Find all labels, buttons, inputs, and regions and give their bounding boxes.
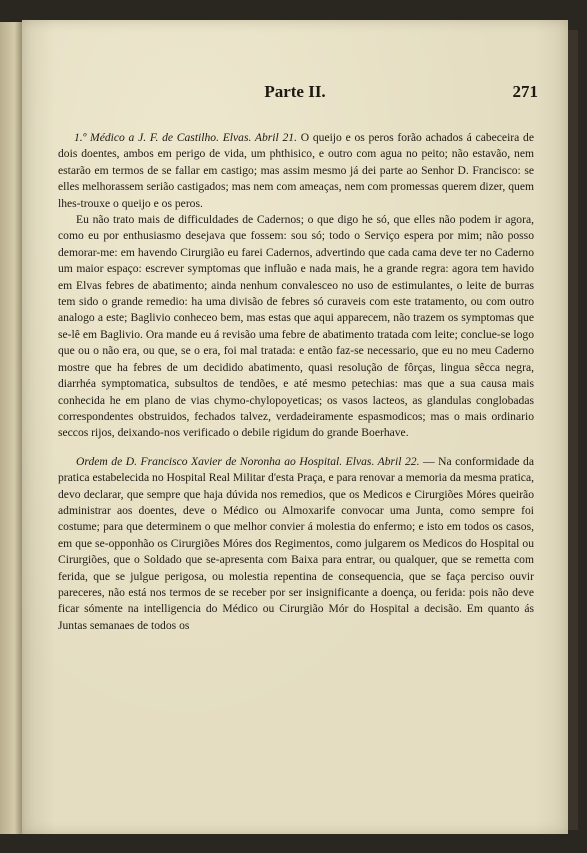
paragraph-3 [58,454,534,634]
binding-shadow [568,30,578,830]
facing-page-edge [0,22,24,834]
paragraph-1-text: O queijo e os peros forão achados á cabeceira de dois doentes, ambos em perigo de vida, um phthisico, e outro com agua no peito; não estavão, nem estarão em termos de se fallar em castigo; mas assim mesmo já dei parte ao Senhor D. Francisco: se elles melhorassem serião castigados; mas nem com ameaças, nem com promessas querem dizer, quem lhes-trouxe o queijo e os peros. [58,131,534,210]
paragraph-3-heading: Ordem de D. Francisco Xavier de Noronha ao Hospital. Elvas. Abril 22. [76,454,420,468]
running-head: Parte II. [264,82,326,101]
paragraph-2 [58,212,534,442]
paragraph-1-heading: 1.º Médico a J. F. de Castilho. Elvas. Abril 21. [74,131,297,144]
paragraph-1 [58,130,534,212]
book-page [22,20,568,834]
page-header [52,82,538,112]
paragraph-3-text: — Na conformidade da pratica estabelecida no Hospital Real Militar d'esta Praça, e para renovar a memoria da mesma pratica, devo declarar, que sempre que haja dúvida nos remedios, que os Medicos e Cirurgiões Móres queirão administrar aos doentes, deve o Médico ou Almoxarife convocar uma Junta, como sempre foi costume; para que determinem o que melhor convier á molestia do enfermo; e isto em todos os casos, em que se-opponhão os Cirurgiões Móres dos Regimentos, como julgarem os Medicos do Hospital ou Cirurgiões, que o Soldado que se-apresenta com Baixa para entrar, ou qualquer, que se remetta com ferida, que se julgue perigosa, ou molestia repentina de consequencia, que se faça perciso ouvir pareceres, não está nos termos de se receber por ser insignificante a doença, ou ferida: pois não deve ficar sómente na intelligencia do Médico ou Cirurgião Mór do Hospital a decisão. Em quanto ás Juntas semanaes de todos os [58,454,534,632]
body-text [58,130,534,634]
paragraph-2-text: Eu não trato mais de difficuldades de Cadernos; o que digo he só, que elles não podem ir agora, como eu por enthusiasmo desejava que fossem: sou só; todo o Serviço espera por mim; não posso demorar-me: em havendo Cirurgião eu farei Cadernos, advertindo que cada cama deve ter no Caderno um maior espaço: escrever symptomas que influão e nada mais, he a grande regra: agora tem havido em Elvas febres de abatimento; ainda nenhum convalesceo no uso de estimulantes, o leite de burras tem sido o grande remedio: ha uma divisão de febres só curaveis com este tratamento, ou com outro analogo a este; Baglivio conheceo bem, mas estas que aqui apparecem, não trazem os symptomas que se-lê em Baglivio. Ora mande eu á revisão uma febre de abatimento tratada com leite; conclue-se logo que ou o não era, ou que, se o era, foi mal tratada: e então faz-se necessario, que eu no meu Caderno mostre que ha febres de um decidido abatimento, quasi resolução de fôrças, lingua sêcca negra, diarrhéa symptomatica, subsultos de tendões, e até mesmo petechias: mas que a sua causa mais conhecida he em plano de vias chymo-chylopoyeticas; os vasos lacteos, as glandulas conglobadas correspondentes obstruidos, fechados talvez, verdadeiramente espasmodicos; mas o mais ordinario seccos rijos, deixando-nos verificado o debile rigidum do grande Boerhave. [58,213,534,440]
page-number: 271 [512,82,538,101]
